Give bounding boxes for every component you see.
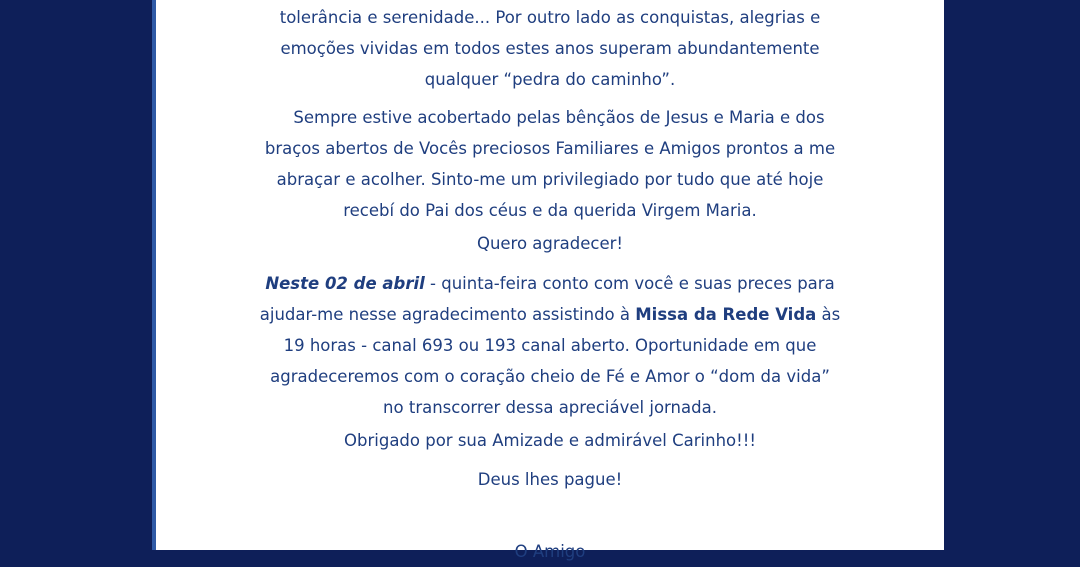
paragraph-closing-reflection [156,2,944,95]
text-line: agradeceremos com o coração cheio de Fé e Amor o “dom da vida” [270,367,830,386]
paragraph-gratitude-heading [156,228,944,259]
text-span: ajudar-me nesse agradecimento assistindo à [259,305,636,324]
text-line [156,268,944,299]
text-line [156,299,944,330]
text-line: recebí do Pai dos céus e da querida Virgem Maria. [343,201,757,220]
text-line: 19 horas - canal 693 ou 193 canal aberto. Oportunidade em que [283,336,817,355]
event-name-highlight: Missa da Rede Vida [635,305,817,324]
text-line: braços abertos de Vocês preciosos Familiares e Amigos prontos a me [264,139,836,158]
text-line: emoções vividas em todos estes anos superam abundantemente [280,39,820,58]
text-line: abraçar e acolher. Sinto-me um privilegiado por tudo que até hoje [276,170,824,189]
letter-page [156,0,944,561]
text-line: Obrigado por sua Amizade e admirável Carinho!!! [344,431,756,450]
text-line: Sempre estive acobertado pelas bênçãos de Jesus e Maria e dos [293,108,825,127]
text-line: Quero agradecer! [476,234,624,253]
paragraph-blessing-closing [156,464,944,495]
text-line: Deus lhes pague! [477,470,623,489]
text-span: às [816,305,841,324]
signature-text: O Amigo [514,542,586,561]
left-background-band [0,0,152,550]
paragraph-blessings [156,102,944,226]
text-line: no transcorrer dessa apreciável jornada. [383,398,717,417]
signature [156,536,944,567]
paragraph-thanks [156,425,944,456]
text-line: qualquer “pedra do caminho”. [424,70,676,89]
paragraph-mass-invitation [156,268,944,423]
text-line: tolerância e serenidade... Por outro lado as conquistas, alegrias e [279,8,821,27]
text-span: - quinta-feira conto com você e suas preces para [424,274,835,293]
right-background-band [944,0,1080,550]
event-date-highlight: Neste 02 de abril [265,274,425,293]
